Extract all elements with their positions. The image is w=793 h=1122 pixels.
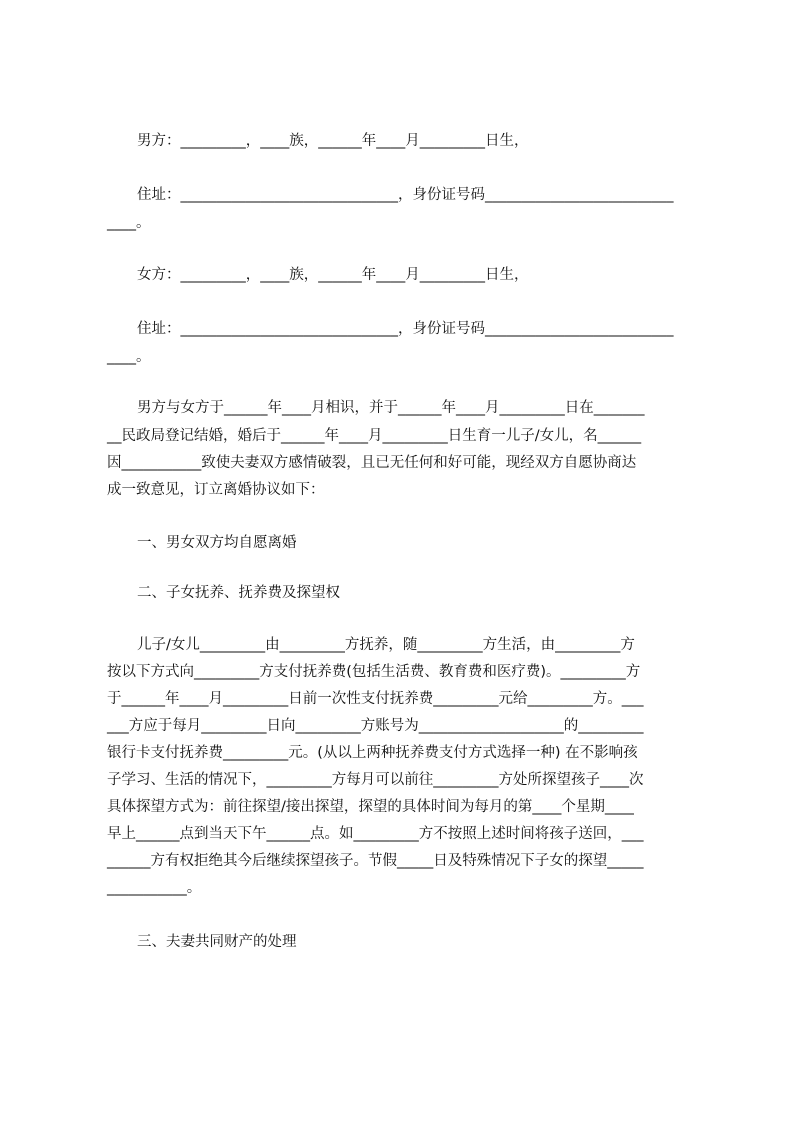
male-address-line: 住址：______________________________，身份证号码__________________________ (137, 187, 674, 203)
intro-line: 成一致意见，订立离婚协议如下： (107, 482, 325, 498)
custody-line: ___________。 (107, 880, 202, 896)
custody-line: 于______年____月_________日前一次性支付抚养费_________元给_________方。___ (107, 691, 644, 707)
custody-line: ______方有权拒绝其今后继续探望孩子。节假_____日及特殊情况下子女的探望_____ (107, 853, 644, 869)
male-info-line: 男方：_________，____族，______年____月_________日生， (137, 133, 529, 149)
intro-line: 男方与女方于______年____月相识，并于______年____月_________日在_______ (137, 400, 645, 416)
female-address-continuation: ____。 (107, 349, 151, 365)
section-heading-3: 三、夫妻共同财产的处理 (137, 934, 297, 950)
custody-line: ___方应于每月_________日向_________方账号为____________________的_________ (107, 718, 644, 734)
custody-line: 早上______点到当天下午______点。如_________方不按照上述时间将孩子送回，___ (107, 826, 644, 842)
custody-line: 具体探望方式为：前往探望/接出探望，探望的具体时间为每月的第____个星期____ (107, 799, 634, 815)
section-heading-1: 一、男女双方均自愿离婚 (137, 535, 297, 551)
male-address-continuation: ____。 (107, 215, 151, 231)
custody-line: 银行卡支付抚养费_________元。(从以上两种抚养费支付方式选择一种) 在不影响孩 (107, 745, 638, 761)
section-heading-2: 二、子女抚养、抚养费及探望权 (137, 585, 340, 601)
female-address-line: 住址：______________________________，身份证号码__________________________ (137, 321, 674, 337)
intro-line: __民政局登记结婚，婚后于______年____月_________日生育一儿子/女儿，名______ (107, 428, 642, 444)
female-info-line: 女方：_________，____族，______年____月_________日生， (137, 267, 529, 283)
custody-line: 儿子/女儿_________由_________方抚养，随_________方生活，由_________方 (137, 637, 635, 653)
custody-line: 子学习、生活的情况下，_________方每月可以前往_________方处所探望孩子____次 (107, 772, 644, 788)
intro-line: 因___________致使夫妻双方感情破裂，且已无任何和好可能，现经双方自愿协商达 (107, 455, 637, 471)
custody-line: 按以下方式向_________方支付抚养费(包括生活费、教育费和医疗费)。_________方 (107, 664, 641, 680)
